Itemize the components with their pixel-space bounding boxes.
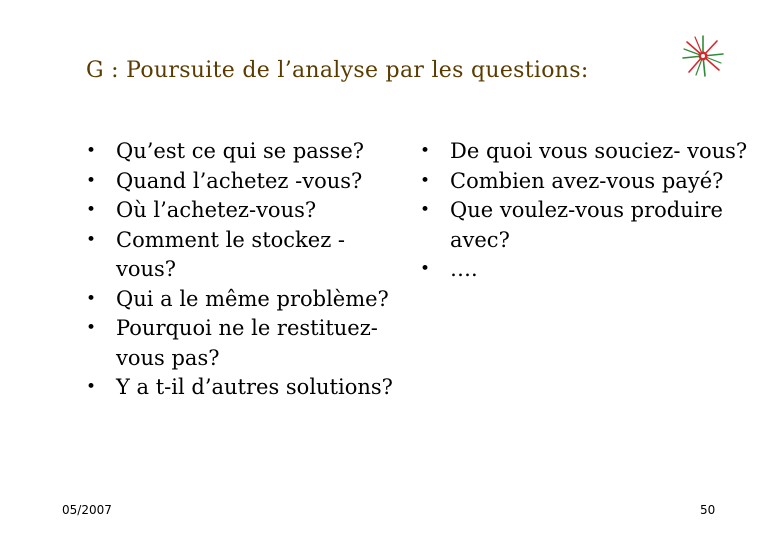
list-item	[86, 285, 406, 315]
list-item	[86, 167, 406, 197]
bullet-icon: •	[86, 229, 97, 250]
bullet-icon: •	[420, 170, 431, 191]
list-item-text: Quand l’achetez -vous?	[116, 168, 363, 193]
bullet-icon: •	[86, 170, 97, 191]
bullet-icon: •	[420, 141, 431, 161]
bullet-icon: •	[86, 377, 97, 397]
list-item	[420, 137, 750, 167]
list-item	[86, 314, 406, 373]
bullet-icon: •	[86, 141, 97, 161]
list-item-text: Y a t-il d’autres solutions?	[116, 375, 393, 399]
list-item-text: ….	[450, 257, 478, 281]
slide-title: G : Poursuite de l’analyse par les questions:	[86, 58, 589, 83]
right-bullet-list	[420, 137, 750, 285]
bullet-icon: •	[86, 200, 97, 220]
bullet-icon: •	[86, 318, 97, 338]
list-item	[86, 196, 406, 226]
list-item	[420, 196, 750, 255]
list-item	[86, 137, 406, 167]
list-item	[420, 167, 750, 197]
starburst-logo-icon	[680, 33, 726, 79]
bullet-icon: •	[86, 288, 97, 309]
list-item-text: Qu’est ce qui se passe?	[116, 139, 365, 163]
footer-date: 05/2007	[62, 503, 112, 517]
left-bullet-list	[86, 137, 406, 403]
list-item-text: Comment le stockez - vous?	[116, 227, 346, 281]
list-item-text: Qui a le même problème?	[116, 286, 389, 311]
bullet-icon: •	[420, 259, 431, 279]
list-item-text: Où l’achetez-vous?	[116, 198, 317, 222]
list-item-text: Pourquoi ne le restituez- vous pas?	[116, 316, 378, 370]
list-item-text: De quoi vous souciez- vous?	[450, 139, 748, 163]
bullet-icon: •	[420, 200, 431, 220]
list-item-text: Combien avez-vous payé?	[450, 168, 724, 193]
list-item	[420, 255, 750, 285]
list-item	[86, 373, 406, 403]
list-item-text: Que voulez-vous produire avec?	[450, 198, 723, 252]
list-item	[86, 226, 406, 285]
page-number: 50	[700, 503, 716, 517]
